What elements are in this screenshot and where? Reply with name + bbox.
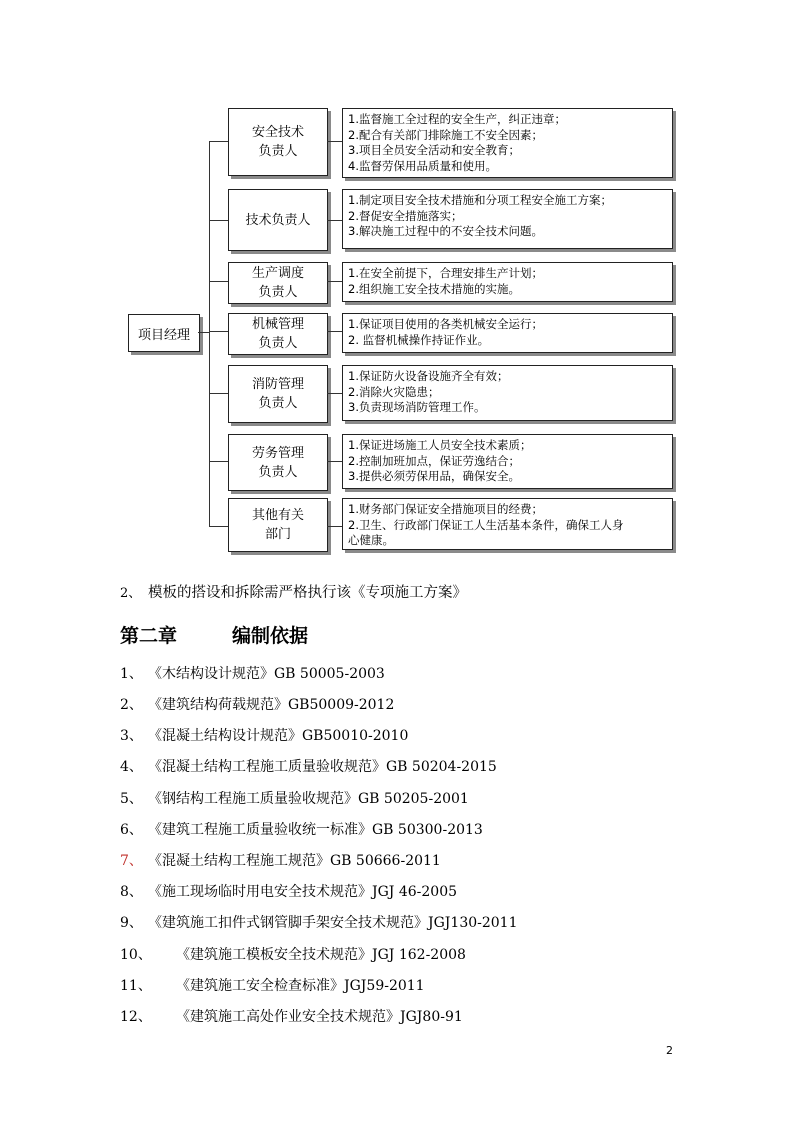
reference-text: 《混凝土结构工程施工规范》GB 50666-2011	[148, 853, 441, 869]
role-box-other	[228, 498, 328, 552]
reference-number: 1、	[120, 666, 143, 682]
reference-number: 10、	[120, 947, 152, 963]
role-title: 安全技术 负责人	[251, 125, 304, 159]
duty-box-labor	[342, 434, 673, 489]
reference-text: 《混凝土结构工程施工质量验收规范》GB 50204-2015	[148, 759, 497, 775]
reference-text: 《施工现场临时用电安全技术规范》JGJ 46-2005	[148, 884, 458, 900]
org-chart	[0, 0, 794, 560]
duty-box-fire	[342, 365, 673, 421]
chapter-title: 编制依据	[232, 625, 309, 647]
connector-role	[209, 331, 228, 332]
reference-text: 《建筑施工安全检查标准》JGJ59-2011	[176, 978, 425, 994]
duty-box-safety-tech	[342, 108, 673, 178]
duty-item: 1.保证防火设备设施齐全有效；	[348, 369, 509, 383]
connector-duty	[327, 461, 342, 462]
duty-item: 3.项目全员安全活动和安全教育；	[348, 143, 520, 158]
connector-role	[209, 141, 228, 142]
role-box-fire	[228, 365, 328, 423]
reference-number: 4、	[120, 759, 143, 775]
paragraph-number: 2、	[120, 586, 142, 601]
chapter-label: 第二章	[120, 625, 178, 647]
duty-item: 2.消除火灾隐患；	[348, 384, 440, 399]
connector-role	[209, 220, 228, 221]
connector-duty	[327, 281, 342, 282]
connector-duty	[327, 141, 342, 142]
duty-item: 3.解决施工过程中的不安全技术问题。	[348, 224, 543, 239]
connector-role	[209, 461, 228, 462]
duty-item: 2.组织施工安全技术措施的实施。	[348, 281, 520, 296]
duty-item: 1.保证项目使用的各类机械安全运行；	[348, 317, 543, 331]
role-title: 消防管理 负责人	[251, 377, 304, 411]
paragraph-text: 模板的搭设和拆除需严格执行该《专项施工方案》	[148, 585, 467, 601]
role-box-labor	[228, 434, 328, 491]
duty-item: 2. 监督机械操作持证作业。	[348, 332, 490, 347]
role-box-safety-tech	[228, 108, 328, 176]
connector-trunk	[209, 141, 210, 526]
connector-duty	[327, 220, 342, 221]
reference-text: 《木结构设计规范》GB 50005-2003	[148, 666, 385, 682]
duty-item: 4.监督劳保用品质量和使用。	[348, 158, 497, 173]
reference-text: 《建筑工程施工质量验收统一标准》GB 50300-2013	[148, 822, 483, 838]
reference-number: 3、	[120, 728, 143, 744]
duty-box-production	[342, 262, 673, 302]
role-box-technical	[228, 189, 328, 251]
connector-duty	[327, 526, 342, 527]
duty-item: 3.负责现场消防管理工作。	[348, 400, 486, 415]
duty-item: 1.保证进场施工人员安全技术素质；	[348, 438, 532, 452]
reference-text: 《钢结构工程施工质量验收规范》GB 50205-2001	[148, 791, 469, 807]
role-box-machinery	[228, 313, 328, 355]
duty-box-other	[342, 498, 673, 550]
reference-number: 5、	[120, 791, 143, 807]
reference-text: 《建筑施工高处作业安全技术规范》JGJ80-91	[176, 1009, 463, 1025]
page-number: 2	[666, 1044, 673, 1057]
reference-number: 9、	[120, 915, 143, 931]
duty-item: 1.在安全前提下，合理安排生产计划；	[348, 266, 543, 280]
role-title: 技术负责人	[245, 212, 311, 228]
reference-text: 《建筑结构荷载规范》GB50009-2012	[148, 697, 395, 713]
reference-number: 12、	[120, 1009, 152, 1025]
duty-item: 1.制定项目安全技术措施和分项工程安全施工方案；	[348, 193, 612, 207]
reference-text: 《建筑施工扣件式钢管脚手架安全技术规范》JGJ130-2011	[148, 915, 518, 931]
connector-role	[209, 281, 228, 282]
duty-item: 2.配合有关部门排除施工不安全因素；	[348, 127, 543, 142]
role-title: 机械管理 负责人	[251, 317, 304, 351]
duty-box-machinery	[342, 313, 673, 353]
project-manager-box	[128, 314, 200, 352]
duty-item: 2.控制加班加点，保证劳逸结合；	[348, 453, 520, 468]
connector-role	[209, 393, 228, 394]
duty-item: 1.财务部门保证安全措施项目的经费；	[348, 502, 543, 516]
reference-text: 《建筑施工模板安全技术规范》JGJ 162-2008	[176, 947, 466, 963]
reference-number: 8、	[120, 884, 143, 900]
reference-number: 11、	[120, 978, 152, 994]
reference-number: 7、	[120, 853, 143, 869]
role-title: 其他有关 部门	[251, 508, 304, 542]
connector-duty	[327, 393, 342, 394]
project-manager-label: 项目经理	[137, 327, 190, 343]
duty-item: 2.卫生、行政部门保证工人生活基本条件，确保工人身	[348, 517, 624, 532]
duty-item: 心健康。	[348, 533, 394, 548]
connector-role	[209, 526, 228, 527]
role-box-production	[228, 262, 328, 304]
duty-box-technical	[342, 189, 673, 249]
role-title: 生产调度 负责人	[251, 266, 304, 300]
duty-item: 3.提供必须劳保用品，确保安全。	[348, 469, 520, 484]
paragraph-item	[120, 581, 467, 602]
reference-number: 2、	[120, 697, 143, 713]
reference-text: 《混凝土结构设计规范》GB50010-2010	[148, 728, 409, 744]
connector-duty	[327, 331, 342, 332]
duty-item: 2.督促安全措施落实；	[348, 208, 463, 223]
duty-item: 1.监督施工全过程的安全生产，纠正违章；	[348, 112, 566, 126]
reference-number: 6、	[120, 822, 143, 838]
role-title: 劳务管理 负责人	[251, 445, 304, 480]
chapter-heading	[120, 621, 308, 648]
